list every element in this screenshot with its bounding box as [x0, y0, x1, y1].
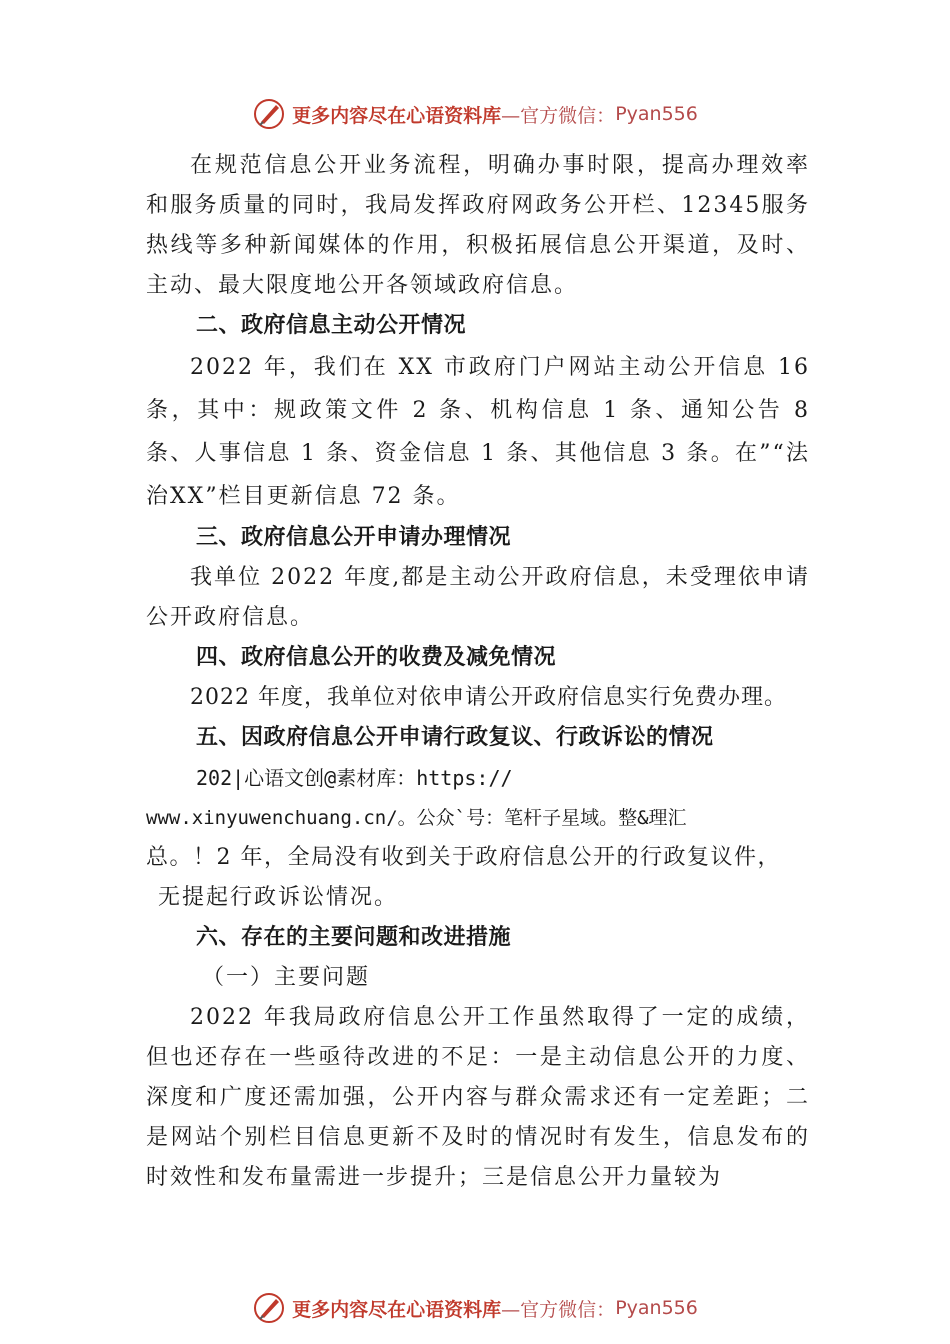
banner-dash: —官方微信：	[501, 104, 616, 127]
footer-banner	[0, 1288, 950, 1328]
heading-2: 二、政府信息主动公开情况	[196, 313, 467, 338]
quill-circle-logo-icon	[252, 97, 286, 131]
banner-brand: 更多内容尽在心语资料库	[292, 1298, 502, 1321]
paragraph-5	[146, 758, 810, 918]
paragraph-2: 2022 年，我们在 XX 市政府门户网站主动公开信息 16条，其中：规政策文件 2 条、机构信息 1 条、通知公告 8 条、人事信息 1 条、资金信息 1 条、其他信息 3 条。在”“法治XX”栏目更新信息 72 条。	[146, 355, 810, 509]
paragraph-5-line-1: 202|心语文创@素材库：https://	[196, 766, 513, 790]
heading-6: 六、存在的主要问题和改进措施	[196, 925, 512, 950]
heading-4: 四、政府信息公开的收费及减免情况	[196, 645, 557, 670]
banner-wechat: Pyan556	[615, 1297, 698, 1319]
header-banner	[0, 94, 950, 134]
quill-circle-logo-icon	[252, 1291, 286, 1325]
paragraph-1: 在规范信息公开业务流程，明确办事时限，提高办理效率和服务质量的同时，我局发挥政府网政务公开栏、12345服务热线等多种新闻媒体的作用，积极拓展信息公开渠道，及时、主动、最大限度地公开各领域政府信息。	[146, 153, 810, 298]
paragraph-4: 2022 年度，我单位对依申请公开政府信息实行免费办理。	[190, 685, 787, 710]
paragraph-3: 我单位 2022 年度,都是主动公开政府信息，未受理依申请公开政府信息。	[146, 565, 810, 630]
banner-brand: 更多内容尽在心语资料库	[292, 104, 502, 127]
paragraph-6: 2022 年我局政府信息公开工作虽然取得了一定的成绩，但也还存在一些亟待改进的不足：一是主动信息公开的力度、深度和广度还需加强，公开内容与群众需求还有一定差距；二是网站个别栏目信息更新不及时的情况时有发生，信息发布的时效性和发布量需进一步提升；三是信息公开力量较为	[146, 1005, 810, 1190]
document-body	[146, 146, 810, 1198]
subheading-1: （一）主要问题	[202, 965, 371, 990]
paragraph-5-line-2: www.xinyuwenchuang.cn/。公众`号：笔杆子星域。整&理汇	[146, 807, 687, 829]
heading-3: 三、政府信息公开申请办理情况	[196, 525, 512, 550]
paragraph-5-line-4: 无提起行政诉讼情况。	[158, 885, 399, 910]
paragraph-5-line-3: 总。！2 年，全局没有收到关于政府信息公开的行政复议件，	[146, 845, 781, 870]
heading-5: 五、因政府信息公开申请行政复议、行政诉讼的情况	[196, 725, 714, 750]
banner-wechat: Pyan556	[615, 103, 698, 125]
banner-dash: —官方微信：	[501, 1298, 616, 1321]
